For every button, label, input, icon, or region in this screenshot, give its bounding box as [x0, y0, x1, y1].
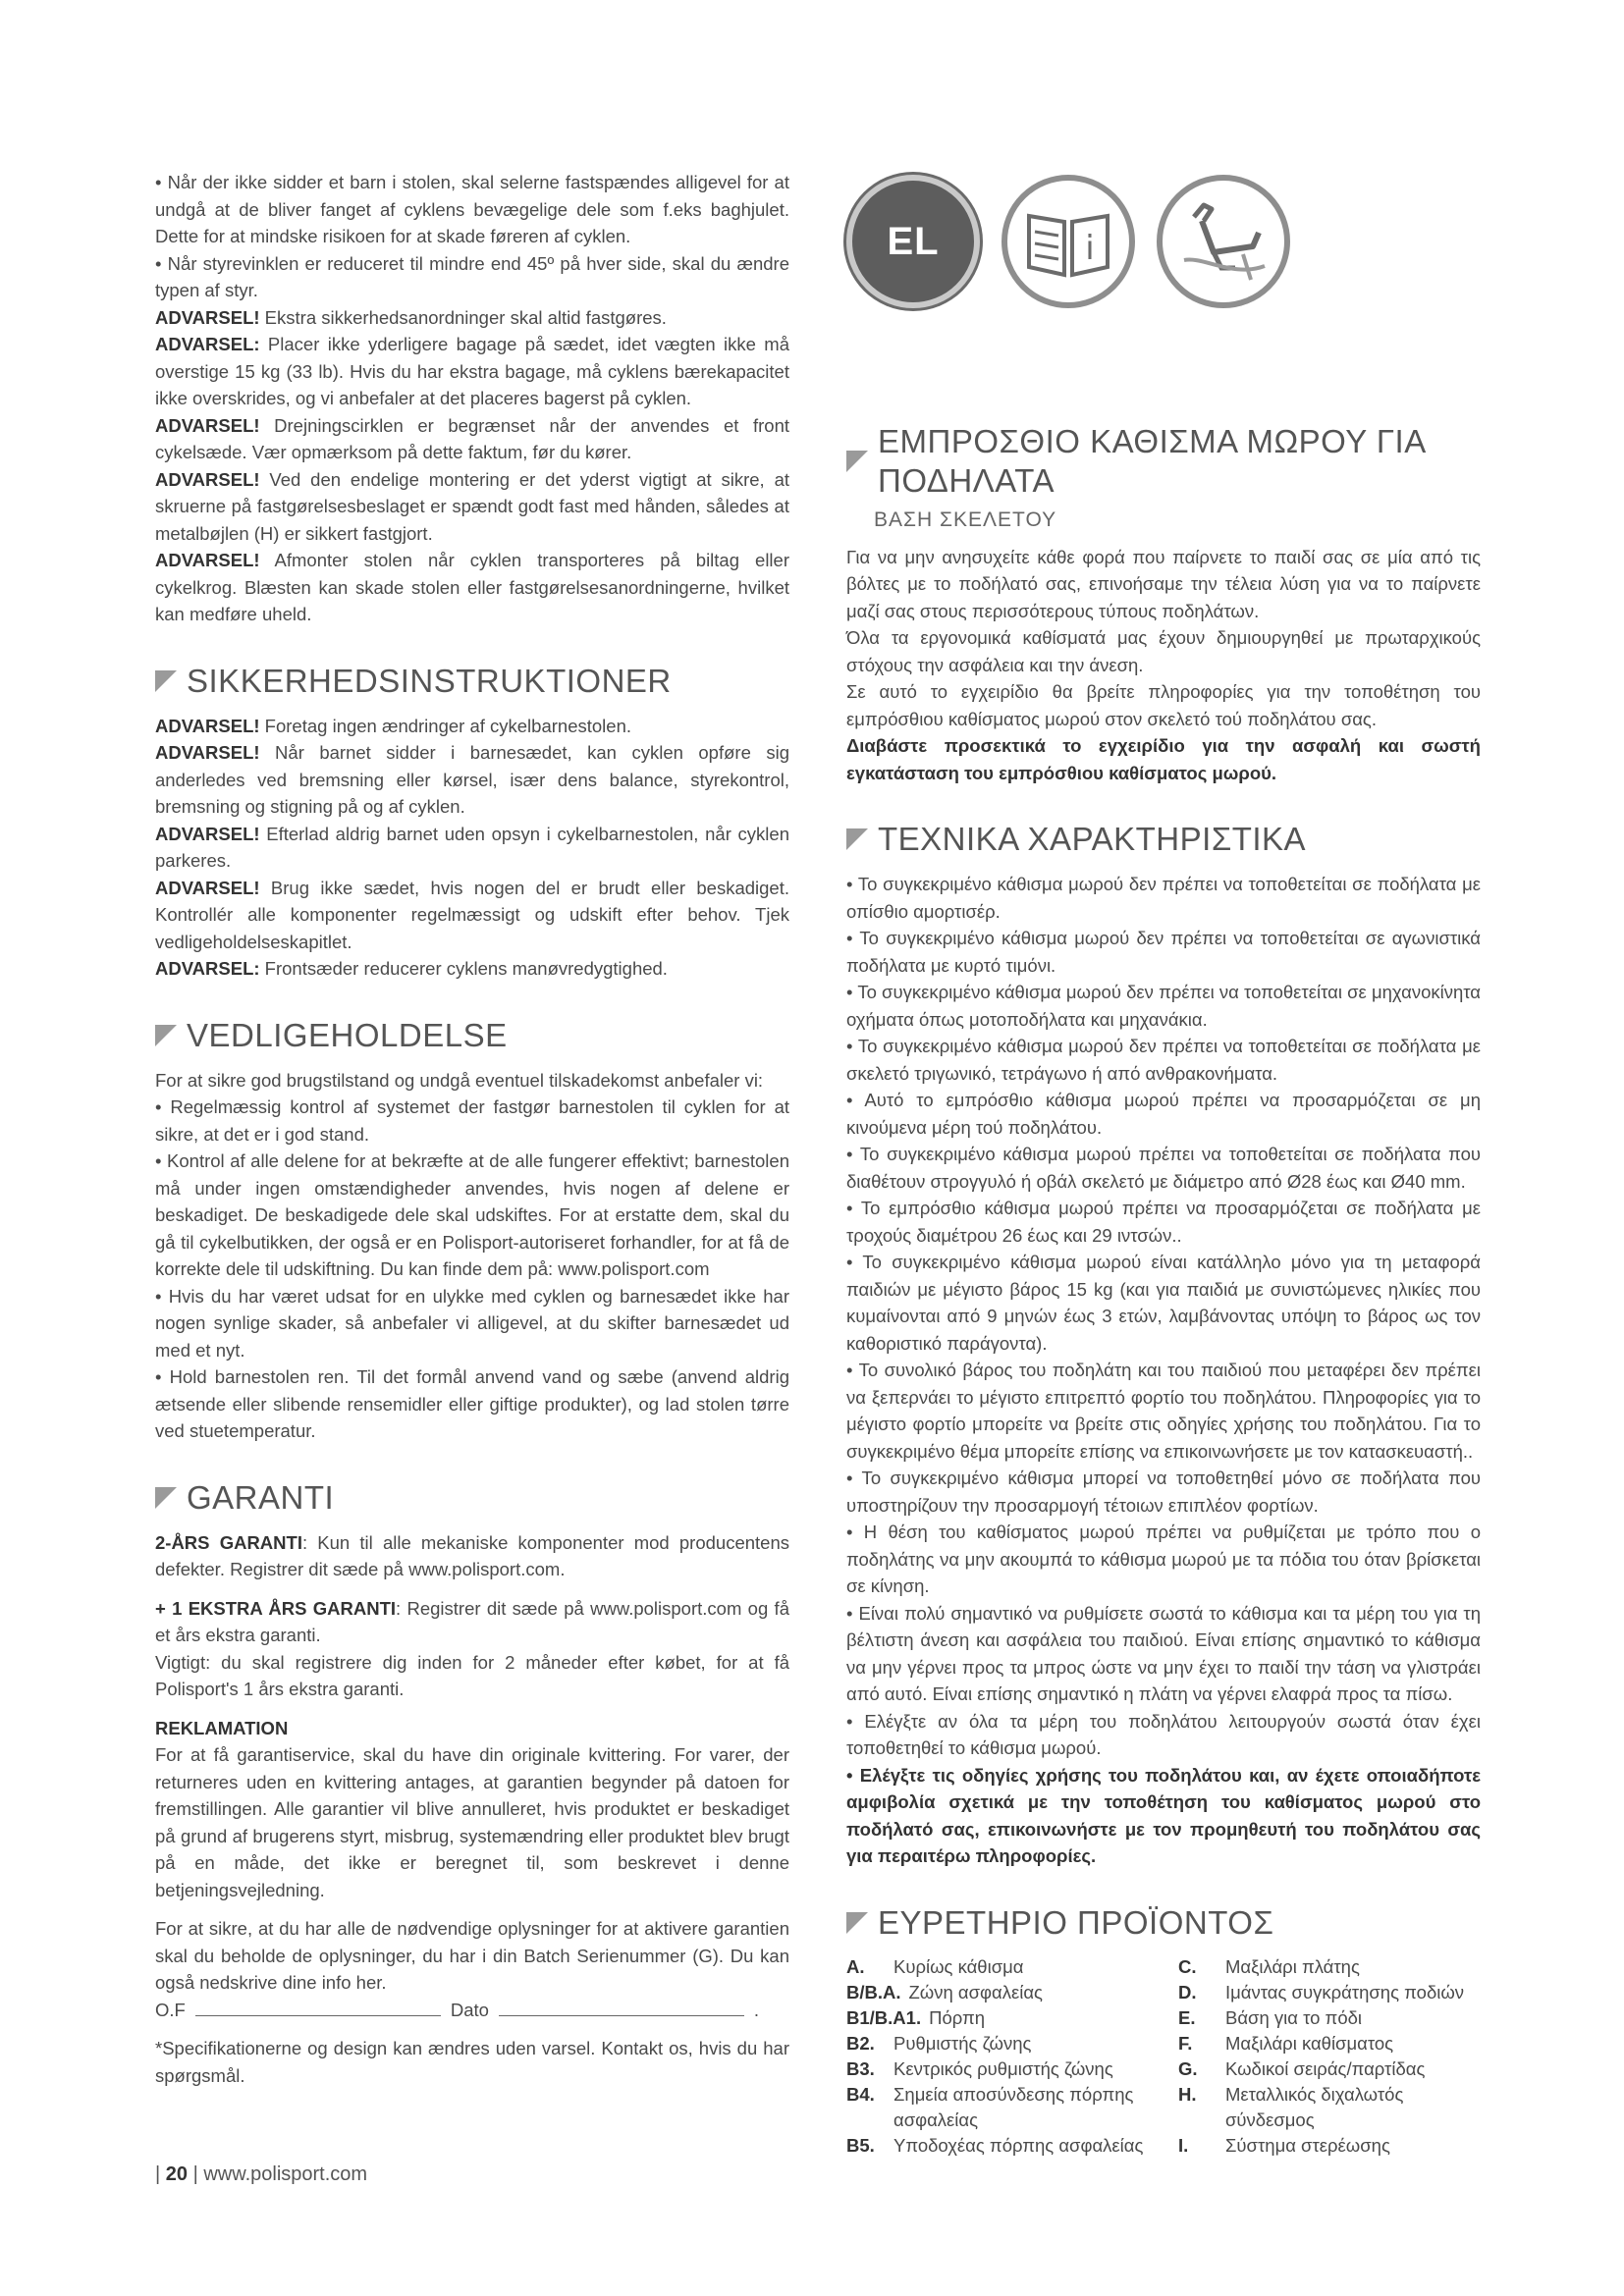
- warning-paragraph: ADVARSEL! Ved den endelige montering er det yderst vigtigt at sikre, at skruerne på fastgørelsesbeslaget er spændt godt fast med hånden, således at metalbøjlen (H) er sikkert fastgjort.: [155, 468, 789, 544]
- product-subtitle: ΒΑΣΗ ΣΚΕΛΕΤΟΥ: [874, 508, 1057, 531]
- index-item: B/B.A. Ζώνη ασφαλείας: [846, 1981, 1043, 2002]
- warning-tag: ADVARSEL!: [155, 468, 260, 490]
- triangle-marker-icon: [846, 451, 868, 472]
- index-column-left: [846, 1954, 1178, 2159]
- warranty-paragraph: 2-ÅRS GARANTI: Kun til alle mekaniske komponenter mod producentens defekter. Registrer dit sæde på www.polisport.com.: [155, 1531, 789, 1579]
- info-letter: i: [1085, 229, 1095, 268]
- index-item: B4. Σημεία αποσύνδεσης πόρπης ασφαλείας: [846, 2083, 1134, 2130]
- tech-item: • Το συγκεκριμένο κάθισμα μπορεί να τοποθετηθεί μόνο σε ποδήλατα που υποστηρίζουν την προσαρμογή τέτοιων επιπλέον φορτίων.: [846, 1468, 1481, 1516]
- intro-paragraph: Για να μην ανησυχείτε κάθε φορά που παίρνετε το παιδί σας σε μία από τις βόλτες με το ποδήλατό σας, επινοήσαμε την τέλεια λύση για να το παίρνετε μαζί σας στους περισσότερους τύπους ποδηλάτων.: [846, 546, 1481, 621]
- maintenance-paragraph: • Hvis du har været udsat for en ulykke med cyklen og barnesædet ikke har nogen synlige skader, så anbefaler vi alligevel, at du skifter barnesædet ud med et nyt.: [155, 1285, 789, 1361]
- tech-item: • Αυτό το εμπρόσθιο κάθισμα μωρού πρέπει να προσαρμόζεται σε μη κινούμενα μέρη τού ποδηλάτου.: [846, 1090, 1481, 1138]
- intro-paragraph: • Når der ikke sidder et barn i stolen, skal selerne fastspændes alligevel for at undgå at de bliver fanget af cyklens bevægelige dele som f.eks baghjulet. Dette for at mindske risikoen for at skade føreren af cyklen.: [155, 172, 789, 246]
- index-item: A. Κυρίως κάθισμα: [846, 1955, 1024, 1977]
- tech-item: • Το συγκεκριμένο κάθισμα μωρού πρέπει να τοποθετείται σε ποδήλατα που διαθέτουν στρογγυλό ή οβάλ σκελετό με διάμετρο από Ø28 έως και Ø40 mm.: [846, 1144, 1481, 1192]
- index-item: G. Κωδικοί σειράς/παρτίδας: [1178, 2057, 1426, 2079]
- child-seat-icon: [1174, 197, 1272, 286]
- triangle-marker-icon: [155, 670, 177, 692]
- intro-paragraph: Όλα τα εργονομικά καθίσματά μας έχουν δημιουργηθεί με πρωταρχικούς στόχους την ασφάλεια και την άνεση.: [846, 627, 1481, 675]
- language-badge: EL: [846, 175, 980, 308]
- left-column: [155, 169, 789, 2089]
- maintenance-paragraph: For at sikre god brugstilstand og undgå eventuel tilskadekomst anbefaler vi:: [155, 1069, 764, 1091]
- index-item: B2. Ρυθμιστής ζώνης: [846, 2032, 1032, 2054]
- warning-paragraph: ADVARSEL! Drejningscirklen er begrænset når der anvendes et front cykelsæde. Vær opmærksom på dette faktum, før du kører.: [155, 414, 789, 462]
- index-item: B1/B.A1. Πόρπη: [846, 2006, 986, 2028]
- triangle-marker-icon: [846, 1912, 868, 1934]
- warning-tag: ADVARSEL!: [155, 306, 260, 328]
- warranty-note: Vigtigt: du skal registrere dig inden for 2 måneder efter købet, for at få Polisport's 1 års ekstra garanti.: [155, 1651, 789, 1699]
- warning-tag: ADVARSEL:: [155, 334, 260, 354]
- tech-item-bold: • Ελέγξτε τις οδηγίες χρήσης του ποδηλάτου και, αν έχετε οποιαδήποτε αμφιβολία σχετικά με την τοποθέτηση του καθίσματος μωρού στο ποδήλατό σας, επικοινωνήστε με τον προμηθευτή του ποδηλάτου σας για περαιτέρω πληροφορίες.: [846, 1764, 1481, 1866]
- warranty-paragraph: + 1 EKSTRA ÅRS GARANTI: Registrer dit sæde på www.polisport.com og få et års ekstra garanti.: [155, 1597, 789, 1645]
- section-heading-warranty: GARANTI: [155, 1478, 789, 1518]
- warning-paragraph: ADVARSEL! Brug ikke sædet, hvis nogen del er brudt eller beskadiget. Kontrollér alle komponenter regelmæssigt og udskift efter behov. Tjek vedligeholdelseskapitlet.: [155, 877, 789, 952]
- product-index: [846, 1954, 1481, 2159]
- right-column: [846, 422, 1481, 2159]
- index-column-right: [1178, 1954, 1481, 2159]
- warning-tag: ADVARSEL!: [155, 414, 260, 436]
- triangle-marker-icon: [155, 1487, 177, 1509]
- warning-paragraph: ADVARSEL! Når barnet sidder i barnesædet, kan cyklen opføre sig anderledes ved bremsning eller kørsel, især dens balance, styrekontrol, bremsning og stigning på og af cyklen.: [155, 742, 789, 817]
- book-info-icon: [1021, 202, 1115, 281]
- index-item: B5. Υποδοχέας πόρπης ασφαλείας: [846, 2134, 1144, 2156]
- warning-paragraph: ADVARSEL! Foretag ingen ændringer af cykelbarnestolen.: [155, 715, 631, 736]
- index-item: F. Μαξιλάρι καθίσματος: [1178, 2032, 1394, 2054]
- section-heading-maintenance: VEDLIGEHOLDELSE: [155, 1016, 789, 1055]
- page-number: 20: [165, 2163, 189, 2185]
- section-heading-safety: SIKKERHEDSINSTRUKTIONER: [155, 662, 789, 701]
- index-item: B3. Κεντρικός ρυθμιστής ζώνης: [846, 2057, 1113, 2079]
- of-field-line: [195, 1998, 441, 2016]
- manual-book-icon: [1001, 175, 1135, 308]
- spec-note: *Specifikationerne og design kan ændres uden varsel. Kontakt os, hvis du har spørgsmål.: [155, 2038, 789, 2086]
- tech-item: • Το συγκεκριμένο κάθισμα μωρού δεν πρέπει να τοποθετείται σε αγωνιστικά ποδήλατα με κυρτό τιμόνι.: [846, 928, 1481, 976]
- intro-paragraph: • Når styrevinklen er reduceret til mindre end 45º på hver side, skal du ændre typen af styr.: [155, 252, 789, 300]
- warning-tag: ADVARSEL!: [155, 550, 260, 570]
- triangle-marker-icon: [155, 1025, 177, 1046]
- warning-paragraph: ADVARSEL! Ekstra sikkerhedsanordninger skal altid fastgøres.: [155, 306, 667, 328]
- tech-item: • Ελέγξτε αν όλα τα μέρη του ποδηλάτου λειτουργούν σωστά όταν έχει τοποθετηθεί το κάθισμα μωρού.: [846, 1710, 1481, 1758]
- bike-seat-icon: [1157, 175, 1290, 308]
- claim-paragraph: For at få garantiservice, skal du have din originale kvittering. For varer, der returneres uden en kvittering antages, at garantien begynder på datoen for fremstillingen. Alle garantier vil blive annulleret, hvis produktet er beskadiget på grund af brugerens styrt, misbrug, systemændring eller produktet blev brugt på en måde, det ikke er beregnet til, som beskrevet i denne betjeningsvejledning.: [155, 1744, 789, 1900]
- product-title: ΕΜΠΡΟΣΘΙΟ ΚΑΘΙΣΜΑ ΜΩΡΟΥ ΓΙΑ ΠΟΔΗΛΑΤΑ: [846, 422, 1481, 501]
- header-icons: [846, 175, 1290, 308]
- signature-line: O.F Dato .: [155, 1999, 760, 2020]
- intro-bold-paragraph: Διαβάστε προσεκτικά το εγχειρίδιο για την ασφαλή και σωστή εγκατάσταση του εμπρόσθιου καθίσματος μωρού.: [846, 735, 1481, 783]
- section-heading-tech: ΤΕΧΝΙΚΑ ΧΑΡΑΚΤΗΡΙΣΤΙΚΑ: [846, 820, 1481, 859]
- footer-url: www.polisport.com: [203, 2163, 368, 2185]
- claim-title: REKLAMATION: [155, 1717, 289, 1738]
- warning-paragraph: ADVARSEL! Afmonter stolen når cyklen transporteres på biltag eller cykelkrog. Blæsten kan skade stolen eller fastgørelsesanordningerne, hvilket kan medføre uheld.: [155, 550, 789, 624]
- index-item: I. Σύστημα στερέωσης: [1178, 2134, 1390, 2156]
- tech-item: • Η θέση του καθίσματος μωρού πρέπει να ρυθμίζεται με τρόπο που ο ποδηλάτης να μην ακουμπά το κάθισμα μωρού με τα πόδια του όταν βρίσκεται σε κίνηση.: [846, 1522, 1481, 1596]
- warning-paragraph: ADVARSEL: Placer ikke yderligere bagage på sædet, idet vægten ikke må overstige 15 kg (33 lb). Hvis du har ekstra bagage, må cyklens bærekapacitet ikke overskrides, og vi anbefaler at det placeres bagerst på cyklen.: [155, 334, 789, 408]
- page-footer: | 20 | www.polisport.com: [155, 2163, 368, 2185]
- tech-item: • Το εμπρόσθιο κάθισμα μωρού πρέπει να προσαρμόζεται σε ποδήλατα με τροχούς διαμέτρου 26 έως και 29 ιντσών..: [846, 1198, 1481, 1246]
- warning-paragraph: ADVARSEL! Efterlad aldrig barnet uden opsyn i cykelbarnestolen, når cyklen parkeres.: [155, 823, 789, 871]
- warning-paragraph: ADVARSEL: Frontsæder reducerer cyklens manøvredygtighed.: [155, 958, 668, 979]
- index-item: C. Μαξιλάρι πλάτης: [1178, 1955, 1360, 1977]
- index-item: D. Ιμάντας συγκράτησης ποδιών: [1178, 1981, 1465, 2002]
- index-item: H. Μεταλλικός διχαλωτός σύνδεσμος: [1178, 2083, 1404, 2130]
- date-field-line: [499, 1998, 744, 2016]
- tech-item: • Το συγκεκριμένο κάθισμα μωρού είναι κατάλληλο μόνο για τη μεταφορά παιδιών με μέγιστο βάρος 15 kg (και για παιδιά με συνιστώμενες ηλικίες που κυμαίνονται από 9 μηνών έως 3 ετών, λαμβάνοντας υπόψη το βάρος ως τον καθοριστικό παράγοντα).: [846, 1252, 1481, 1354]
- tech-item: • Το συνολικό βάρος του ποδηλάτη και του παιδιού που μεταφέρει δεν πρέπει να ξεπερνάει το μέγιστο επιτρεπτό φορτίο του ποδηλάτου. Πληροφορίες για το μέγιστο φορτίο μπορείτε να βρείτε στις οδηγίες χρήσης του ποδηλάτου. Για το συγκεκριμένο θέμα μπορείτε επίσης να επικοινωνήσετε με τον κατασκευαστή..: [846, 1360, 1481, 1462]
- index-item: E. Βάση για το πόδι: [1178, 2006, 1363, 2028]
- triangle-marker-icon: [846, 828, 868, 850]
- tech-item: • Το συγκεκριμένο κάθισμα μωρού δεν πρέπει να τοποθετείται σε ποδήλατα με σκελετό τριγωνικό, τετράγωνο ή από ανθρακονήματα.: [846, 1036, 1481, 1084]
- maintenance-paragraph: • Hold barnestolen ren. Til det formål anvend vand og sæbe (anvend aldrig ætsende eller slibende rensemidler eller giftige produkter), og lad stolen tørre ved stuetemperatur.: [155, 1366, 789, 1441]
- tech-item: • Το συγκεκριμένο κάθισμα μωρού δεν πρέπει να τοποθετείται σε μηχανοκίνητα οχήματα όπως μοτοποδήλατα και μηχανάκια.: [846, 982, 1481, 1030]
- maintenance-paragraph: • Kontrol af alle delene for at bekræfte at de alle fungerer effektivt; barnestolen må under ingen omstændigheder anvendes, hvis nogen af delene er beskadiget. De beskadigede dele skal udskiftes. For at erstatte dem, skal du gå til cykelbutikken, der også er en Polisport-autoriseret forhandler, for at få de korrekte dele til udskiftning. Du kan finde dem på: www.polisport.com: [155, 1150, 789, 1279]
- batch-paragraph: For at sikre, at du har alle de nødvendige oplysninger for at aktivere garantien skal du beholde de oplysninger, du har i din Batch Serienummer (G). Du kan også nedskrive dine info her.: [155, 1918, 789, 1993]
- maintenance-paragraph: • Regelmæssig kontrol af systemet der fastgør barnestolen til cyklen for at sikre, at det er i god stand.: [155, 1096, 789, 1145]
- intro-paragraph: Σε αυτό το εγχειρίδιο θα βρείτε πληροφορίες για την τοποθέτηση του εμπρόσθιου καθίσματος μωρού στον σκελετό τού ποδηλάτου σας.: [846, 681, 1481, 729]
- tech-item: • Είναι πολύ σημαντικό να ρυθμίσετε σωστά το κάθισμα και τα μέρη του για τη βέλτιστη άνεση και ασφάλεια του παιδιού. Είναι επίσης σημαντικό το κάθισμα να μην γέρνει προς τα μπρος ώστε να μην έχει το παιδί την τάση να γλιστράει από αυτό. Είναι επίσης σημαντικό η πλάτη να γέρνει ελαφρά προς τα πίσω.: [846, 1602, 1481, 1704]
- section-heading-index: ΕΥΡΕΤΗΡΙΟ ΠΡΟΪΟΝΤΟΣ: [846, 1903, 1481, 1943]
- tech-item: • Το συγκεκριμένο κάθισμα μωρού δεν πρέπει να τοποθετείται σε ποδήλατα με οπίσθιο αμορτισέρ.: [846, 874, 1481, 922]
